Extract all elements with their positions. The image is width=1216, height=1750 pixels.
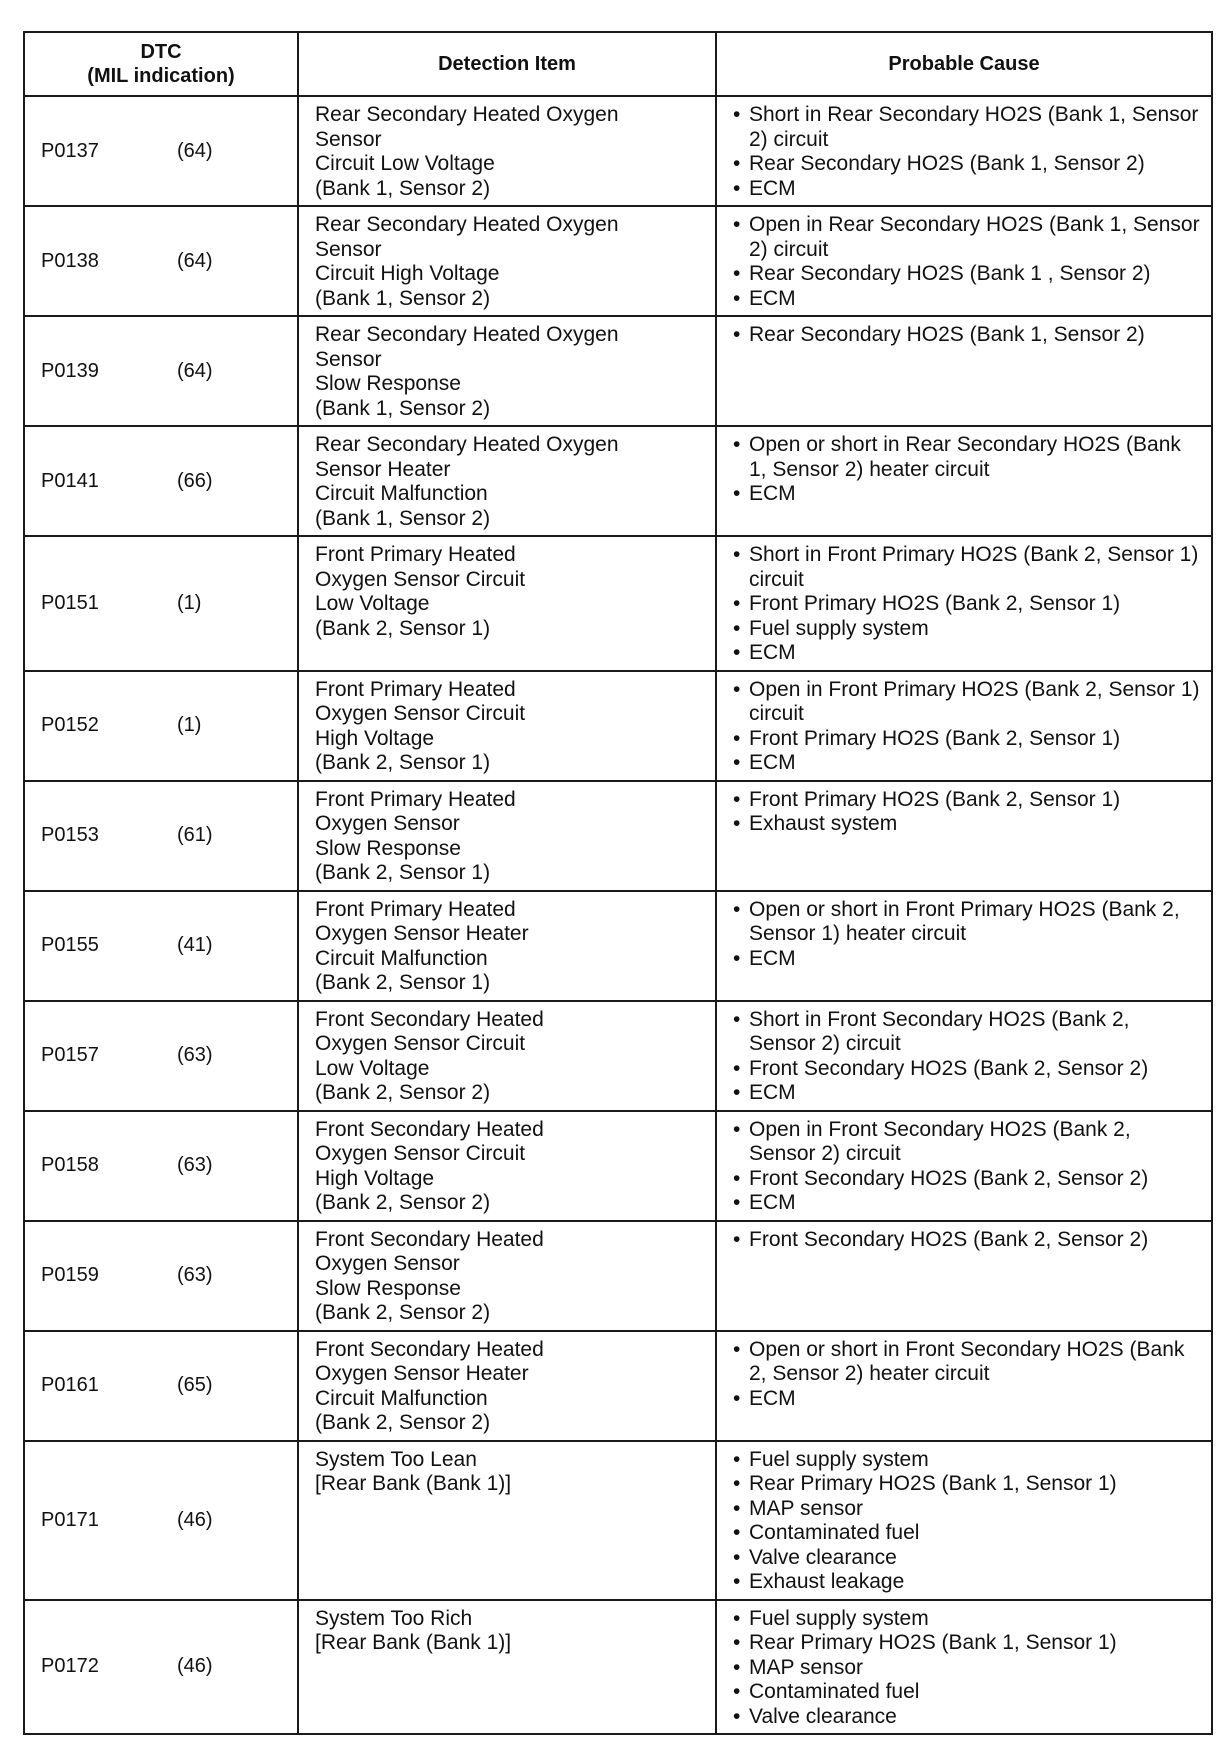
probable-cause-item: • Rear Primary HO2S (Bank 1, Sensor 1) — [731, 1631, 1201, 1656]
probable-cause-item: • Rear Secondary HO2S (Bank 1, Sensor 2) — [731, 152, 1201, 177]
probable-cause-item: • MAP sensor — [731, 1656, 1201, 1681]
probable-cause-cell — [716, 1441, 1212, 1600]
probable-cause-cell — [716, 536, 1212, 671]
dtc-code: P0159 — [41, 1264, 99, 1286]
probable-cause-item: • Contaminated fuel — [731, 1680, 1201, 1705]
mil-indication: (63) — [177, 1264, 213, 1286]
dtc-code: P0152 — [41, 714, 99, 736]
detection-item-line: (Bank 2, Sensor 1) — [315, 751, 491, 774]
probable-cause-cell — [716, 96, 1212, 206]
detection-item-line: Oxygen Sensor Circuit — [315, 1142, 526, 1165]
dtc-table-page — [23, 31, 1213, 1735]
detection-item-line: High Voltage — [315, 1166, 435, 1190]
dtc-cell — [24, 206, 298, 316]
probable-cause-cell — [716, 316, 1212, 426]
mil-indication: (65) — [177, 1374, 213, 1396]
probable-cause-item: • Short in Rear Secondary HO2S (Bank 1, Sensor 2) circuit — [731, 103, 1201, 152]
dtc-cell — [24, 781, 298, 891]
detection-item-line: Low Voltage — [315, 1056, 430, 1080]
dtc-wrap — [25, 1509, 297, 1532]
mil-indication: (41) — [177, 934, 213, 956]
probable-cause-item: • Open or short in Front Primary HO2S (Bank 2, Sensor 1) heater circuit — [731, 898, 1201, 947]
probable-cause-item: • MAP sensor — [731, 1497, 1201, 1522]
probable-cause-cell — [716, 1001, 1212, 1111]
mil-indication: (64) — [177, 359, 213, 382]
probable-cause-item: • Open in Rear Secondary HO2S (Bank 1, Sensor 2) circuit — [731, 213, 1201, 262]
dtc-cell — [24, 1441, 298, 1600]
detection-item-cell — [298, 1001, 716, 1111]
dtc-wrap — [25, 250, 297, 273]
probable-cause-cell — [716, 671, 1212, 781]
detection-item-line: Front Primary Heated — [315, 677, 516, 701]
dtc-cell — [24, 1331, 298, 1441]
detection-item-line: Oxygen Sensor Heater — [315, 1362, 529, 1385]
detection-item-line: (Bank 2, Sensor 1) — [315, 616, 491, 640]
probable-cause-item: • Rear Primary HO2S (Bank 1, Sensor 1) — [731, 1472, 1201, 1497]
probable-cause-item: • Open in Front Secondary HO2S (Bank 2, Sensor 2) circuit — [731, 1118, 1201, 1167]
table-row — [24, 1441, 1212, 1600]
table-header-row — [24, 32, 1212, 96]
detection-item-cell — [298, 891, 716, 1001]
dtc-wrap — [25, 714, 297, 737]
detection-item-line: Sensor — [315, 237, 382, 261]
probable-cause-item: • Short in Front Primary HO2S (Bank 2, Sensor 1) circuit — [731, 543, 1201, 592]
detection-item-line: Slow Response — [315, 1276, 461, 1300]
detection-item-line: (Bank 2, Sensor 1) — [315, 861, 491, 884]
table-row — [24, 1600, 1212, 1735]
detection-item-line: (Bank 1, Sensor 2) — [315, 506, 491, 530]
probable-cause-item: • Front Secondary HO2S (Bank 2, Sensor 2) — [731, 1228, 1201, 1253]
dtc-code: P0151 — [41, 591, 99, 614]
dtc-cell — [24, 426, 298, 536]
header-mil-label: (MIL indication) — [87, 65, 235, 87]
detection-item-cell — [298, 1331, 716, 1441]
detection-item-cell — [298, 316, 716, 426]
probable-cause-cell — [716, 891, 1212, 1001]
detection-item-line: System Too Lean — [315, 1447, 477, 1471]
detection-item-line: Oxygen Sensor Circuit — [315, 1032, 526, 1055]
dtc-wrap — [25, 934, 297, 957]
table-row — [24, 536, 1212, 671]
dtc-cell — [24, 1111, 298, 1221]
probable-cause-item: • Short in Front Secondary HO2S (Bank 2, Sensor 2) circuit — [731, 1008, 1201, 1057]
detection-item-line: (Bank 1, Sensor 2) — [315, 396, 491, 420]
probable-cause-cell — [716, 206, 1212, 316]
probable-cause-item: • Valve clearance — [731, 1546, 1201, 1571]
dtc-cell — [24, 1221, 298, 1331]
detection-item-line: Rear Secondary Heated Oxygen — [315, 323, 619, 346]
probable-cause-item: • Open in Front Primary HO2S (Bank 2, Sensor 1) circuit — [731, 678, 1201, 727]
probable-cause-item: • Valve clearance — [731, 1705, 1201, 1730]
probable-cause-item: • ECM — [731, 287, 1201, 312]
mil-indication: (46) — [177, 1508, 213, 1531]
probable-cause-item: • Front Primary HO2S (Bank 2, Sensor 1) — [731, 727, 1201, 752]
probable-cause-cell — [716, 1600, 1212, 1735]
dtc-cell — [24, 96, 298, 206]
detection-item-line: Sensor — [315, 127, 382, 151]
detection-item-line: Oxygen Sensor — [315, 812, 460, 835]
table-row — [24, 891, 1212, 1001]
table-row — [24, 1221, 1212, 1331]
probable-cause-item: • Fuel supply system — [731, 1607, 1201, 1632]
dtc-wrap — [25, 1154, 297, 1177]
mil-indication: (66) — [177, 469, 213, 492]
probable-cause-cell — [716, 781, 1212, 891]
detection-item-line: [Rear Bank (Bank 1)] — [315, 1631, 512, 1654]
dtc-wrap — [25, 1655, 297, 1678]
dtc-wrap — [25, 360, 297, 383]
detection-item-cell — [298, 1221, 716, 1331]
dtc-cell — [24, 671, 298, 781]
detection-item-line: Front Secondary Heated — [315, 1007, 544, 1031]
probable-cause-item: • ECM — [731, 751, 1201, 776]
probable-cause-item: • ECM — [731, 1387, 1201, 1412]
dtc-code: P0141 — [41, 469, 99, 492]
detection-item-line: Sensor — [315, 347, 382, 371]
detection-item-line: Rear Secondary Heated Oxygen — [315, 213, 619, 236]
probable-cause-item: • ECM — [731, 1081, 1201, 1106]
dtc-wrap — [25, 140, 297, 163]
table-row — [24, 206, 1212, 316]
probable-cause-item: • Front Secondary HO2S (Bank 2, Sensor 2) — [731, 1167, 1201, 1192]
table-row — [24, 1331, 1212, 1441]
mil-indication: (46) — [177, 1655, 213, 1678]
detection-item-line: Rear Secondary Heated Oxygen — [315, 433, 619, 456]
detection-item-line: Circuit Malfunction — [315, 946, 488, 970]
detection-item-line: Slow Response — [315, 372, 461, 395]
header-probable-cause: Probable Cause — [716, 32, 1212, 96]
detection-item-cell — [298, 1111, 716, 1221]
mil-indication: (61) — [177, 824, 213, 846]
detection-item-line: Slow Response — [315, 836, 461, 860]
dtc-code: P0138 — [41, 249, 99, 272]
detection-item-line: High Voltage — [315, 726, 435, 750]
table-row — [24, 1111, 1212, 1221]
table-row — [24, 1001, 1212, 1111]
mil-indication: (64) — [177, 139, 213, 162]
table-row — [24, 781, 1212, 891]
dtc-code: P0172 — [41, 1655, 99, 1678]
detection-item-line: Front Primary Heated — [315, 543, 516, 566]
probable-cause-item: • Contaminated fuel — [731, 1521, 1201, 1546]
header-detection-item: Detection Item — [298, 32, 716, 96]
detection-item-line: Front Primary Heated — [315, 787, 516, 811]
detection-item-line: Circuit Malfunction — [315, 1386, 488, 1410]
detection-item-line: Front Secondary Heated — [315, 1117, 544, 1141]
mil-indication: (63) — [177, 1044, 213, 1066]
detection-item-line: (Bank 2, Sensor 2) — [315, 1081, 491, 1104]
detection-item-line: Oxygen Sensor — [315, 1252, 460, 1275]
detection-item-line: Oxygen Sensor Heater — [315, 922, 529, 945]
detection-item-line: (Bank 2, Sensor 2) — [315, 1301, 491, 1324]
dtc-cell — [24, 1600, 298, 1735]
dtc-code: P0161 — [41, 1374, 99, 1396]
probable-cause-item: • Fuel supply system — [731, 1448, 1201, 1473]
table-row — [24, 426, 1212, 536]
dtc-code: P0157 — [41, 1044, 99, 1066]
probable-cause-item: • Exhaust leakage — [731, 1570, 1201, 1595]
probable-cause-item: • Open or short in Front Secondary HO2S (Bank 2, Sensor 2) heater circuit — [731, 1338, 1201, 1387]
mil-indication: (1) — [177, 714, 202, 736]
dtc-code: P0137 — [41, 139, 99, 162]
probable-cause-cell — [716, 426, 1212, 536]
detection-item-cell — [298, 96, 716, 206]
table-row — [24, 96, 1212, 206]
header-dtc-label: DTC — [140, 41, 182, 63]
mil-indication: (63) — [177, 1154, 213, 1176]
detection-item-line: Circuit Low Voltage — [315, 152, 495, 175]
probable-cause-item: • Front Secondary HO2S (Bank 2, Sensor 2) — [731, 1057, 1201, 1082]
dtc-wrap — [25, 1374, 297, 1397]
dtc-wrap — [25, 1044, 297, 1067]
dtc-table — [23, 31, 1213, 1735]
detection-item-cell — [298, 671, 716, 781]
dtc-cell — [24, 891, 298, 1001]
detection-item-line: Front Secondary Heated — [315, 1337, 544, 1361]
dtc-code: P0139 — [41, 359, 99, 382]
header-dtc — [24, 32, 298, 96]
probable-cause-cell — [716, 1221, 1212, 1331]
detection-item-line: (Bank 2, Sensor 2) — [315, 1411, 491, 1434]
detection-item-line: (Bank 2, Sensor 2) — [315, 1191, 491, 1214]
detection-item-line: [Rear Bank (Bank 1)] — [315, 1472, 512, 1495]
probable-cause-item: • Rear Secondary HO2S (Bank 1, Sensor 2) — [731, 323, 1201, 348]
detection-item-line: Front Secondary Heated — [315, 1227, 544, 1251]
detection-item-line: System Too Rich — [315, 1606, 473, 1630]
detection-item-line: Oxygen Sensor Circuit — [315, 567, 526, 591]
probable-cause-item: • Rear Secondary HO2S (Bank 1 , Sensor 2) — [731, 262, 1201, 287]
probable-cause-item: • Front Primary HO2S (Bank 2, Sensor 1) — [731, 592, 1201, 617]
detection-item-cell — [298, 1600, 716, 1735]
detection-item-cell — [298, 1441, 716, 1600]
dtc-cell — [24, 316, 298, 426]
dtc-code: P0155 — [41, 934, 99, 956]
table-body — [24, 96, 1212, 1734]
detection-item-line: Oxygen Sensor Circuit — [315, 702, 526, 725]
detection-item-line: Circuit Malfunction — [315, 482, 488, 505]
detection-item-line: Sensor Heater — [315, 457, 451, 481]
dtc-code: P0171 — [41, 1508, 99, 1531]
probable-cause-item: • Fuel supply system — [731, 617, 1201, 642]
table-row — [24, 316, 1212, 426]
dtc-wrap — [25, 470, 297, 493]
detection-item-cell — [298, 536, 716, 671]
dtc-cell — [24, 1001, 298, 1111]
detection-item-line: (Bank 1, Sensor 2) — [315, 286, 491, 310]
mil-indication: (64) — [177, 249, 213, 272]
probable-cause-item: • Open or short in Rear Secondary HO2S (Bank 1, Sensor 2) heater circuit — [731, 433, 1201, 482]
probable-cause-cell — [716, 1331, 1212, 1441]
dtc-wrap — [25, 1264, 297, 1287]
detection-item-cell — [298, 781, 716, 891]
probable-cause-item: • Front Primary HO2S (Bank 2, Sensor 1) — [731, 788, 1201, 813]
detection-item-line: (Bank 1, Sensor 2) — [315, 176, 491, 200]
table-row — [24, 671, 1212, 781]
dtc-code: P0158 — [41, 1154, 99, 1176]
detection-item-line: (Bank 2, Sensor 1) — [315, 971, 491, 994]
probable-cause-item: • Exhaust system — [731, 812, 1201, 837]
probable-cause-item: • ECM — [731, 1191, 1201, 1216]
dtc-wrap — [25, 824, 297, 847]
detection-item-cell — [298, 206, 716, 316]
detection-item-line: Front Primary Heated — [315, 897, 516, 921]
detection-item-cell — [298, 426, 716, 536]
dtc-wrap — [25, 592, 297, 615]
detection-item-line: Rear Secondary Heated Oxygen — [315, 103, 619, 126]
probable-cause-item: • ECM — [731, 641, 1201, 666]
probable-cause-cell — [716, 1111, 1212, 1221]
probable-cause-item: • ECM — [731, 482, 1201, 507]
dtc-cell — [24, 536, 298, 671]
probable-cause-item: • ECM — [731, 177, 1201, 202]
dtc-code: P0153 — [41, 824, 99, 846]
probable-cause-item: • ECM — [731, 947, 1201, 972]
detection-item-line: Low Voltage — [315, 592, 430, 615]
detection-item-line: Circuit High Voltage — [315, 262, 500, 285]
mil-indication: (1) — [177, 591, 202, 614]
